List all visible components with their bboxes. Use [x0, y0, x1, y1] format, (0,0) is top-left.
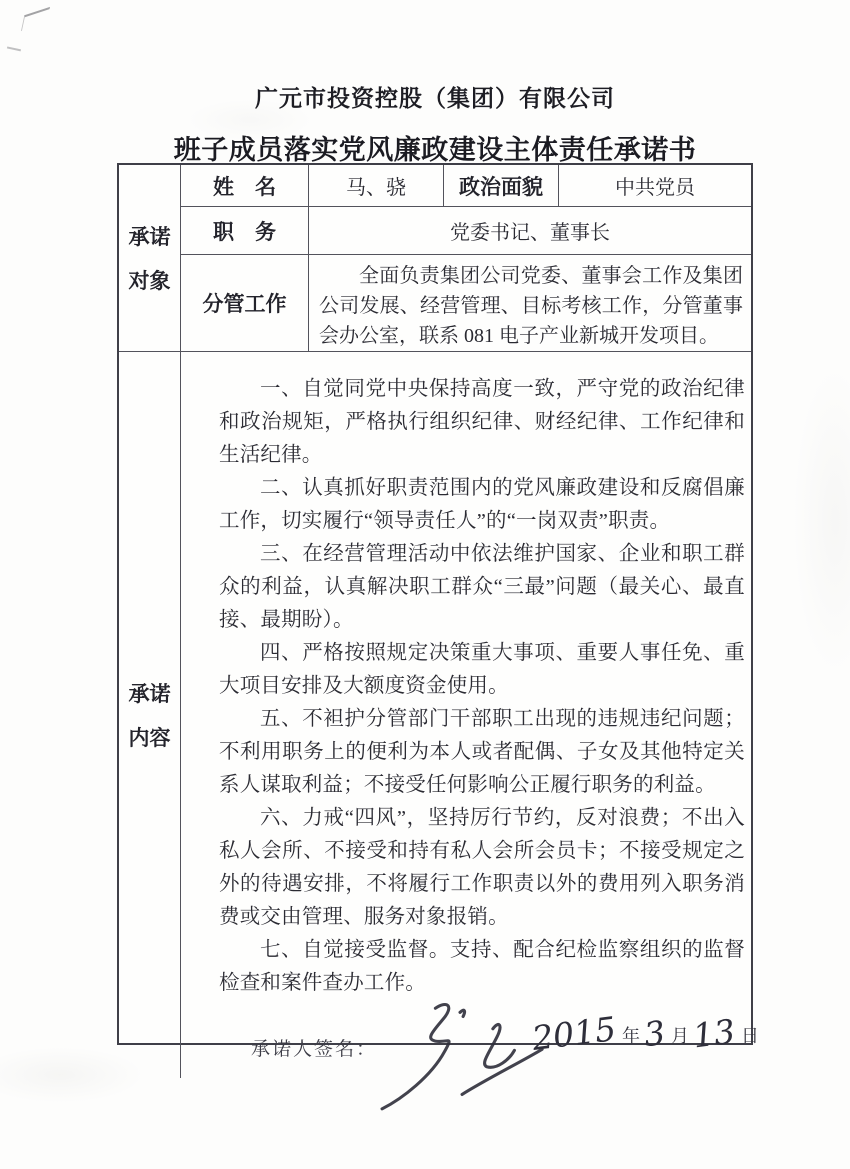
date-month-unit: 月	[670, 1025, 689, 1046]
position-field-value: 党委书记、董事长	[309, 207, 751, 255]
position-field-label: 职 务	[181, 207, 309, 255]
promise-content-cell	[181, 352, 759, 1078]
duty-field-label: 分管工作	[181, 255, 309, 352]
content-paragraph-2: 二、认真抓好职责范围内的党风廉政建设和反腐倡廉工作，切实履行“领导责任人”的“一岗双责”职责。	[219, 477, 745, 532]
content-paragraph-7: 七、自觉接受监督。支持、配合纪检监察组织的监督检查和案件查办工作。	[219, 939, 745, 994]
political-status-value: 中共党员	[559, 165, 751, 207]
duty-field-value-cell	[309, 255, 751, 352]
promise-object-label-line1: 承诺	[128, 226, 171, 249]
commitment-form-table	[117, 163, 759, 1060]
document-title: 班子成员落实党风廉政建设主体责任承诺书	[173, 135, 697, 165]
promise-object-section-label	[119, 165, 181, 352]
scan-artifact	[21, 7, 50, 31]
date-year-number: 2015	[529, 1009, 619, 1058]
company-title: 广元市投资控股（集团）有限公司	[255, 85, 615, 111]
content-paragraph-5: 五、不袒护分管部门干部职工出现的违规违纪问题；不利用职务上的便利为本人或者配偶、子女及其他特定关系人谋取利益；不接受任何影响公正履行职务的利益。	[219, 708, 745, 796]
promise-content-section-label	[119, 352, 181, 1078]
duty-field-value: 全面负责集团公司党委、董事会工作及集团公司发展、经营管理、目标考核工作，分管董事会办公室，联系 081 电子产业新城开发项目。	[319, 265, 743, 347]
political-status-label: 政治面貌	[444, 165, 559, 207]
scan-artifact	[7, 37, 23, 52]
signer-label: 承诺人签名：	[251, 1039, 378, 1060]
date-year-unit: 年	[621, 1025, 640, 1046]
handwritten-date	[529, 1009, 762, 1058]
promise-object-label-line2: 对象	[128, 270, 171, 293]
content-paragraph-6: 六、力戒“四风”，坚持厉行节约，反对浪费；不出入私人会所、不接受和持有私人会所会员卡；不接受规定之外的待遇安排，不将履行工作职责以外的费用列入职务消费或交由管理、服务对象报销。	[219, 807, 745, 928]
content-paragraph-3: 三、在经营管理活动中依法维护国家、企业和职工群众的利益，认真解决职工群众“三最”问题（最关心、最直接、最期盼）。	[219, 543, 745, 631]
content-paragraph-4: 四、严格按照规定决策重大事项、重要人事任免、重大项目安排及大额度资金使用。	[219, 642, 745, 697]
date-day-number: 13	[690, 1011, 738, 1056]
handwritten-signature	[369, 998, 549, 1116]
date-month-number: 3	[641, 1012, 668, 1055]
signature-row	[219, 1009, 759, 1078]
name-field-label: 姓 名	[181, 165, 309, 207]
name-field-value: 马、骁	[309, 165, 444, 207]
promise-content-label-line2: 内容	[128, 727, 171, 750]
content-paragraph-1: 一、自觉同党中央保持高度一致，严守党的政治纪律和政治规矩，严格执行组织纪律、财经纪律、工作纪律和生活纪律。	[219, 378, 745, 466]
date-day-unit: 日	[740, 1025, 759, 1046]
promise-content-label-line1: 承诺	[128, 683, 171, 706]
